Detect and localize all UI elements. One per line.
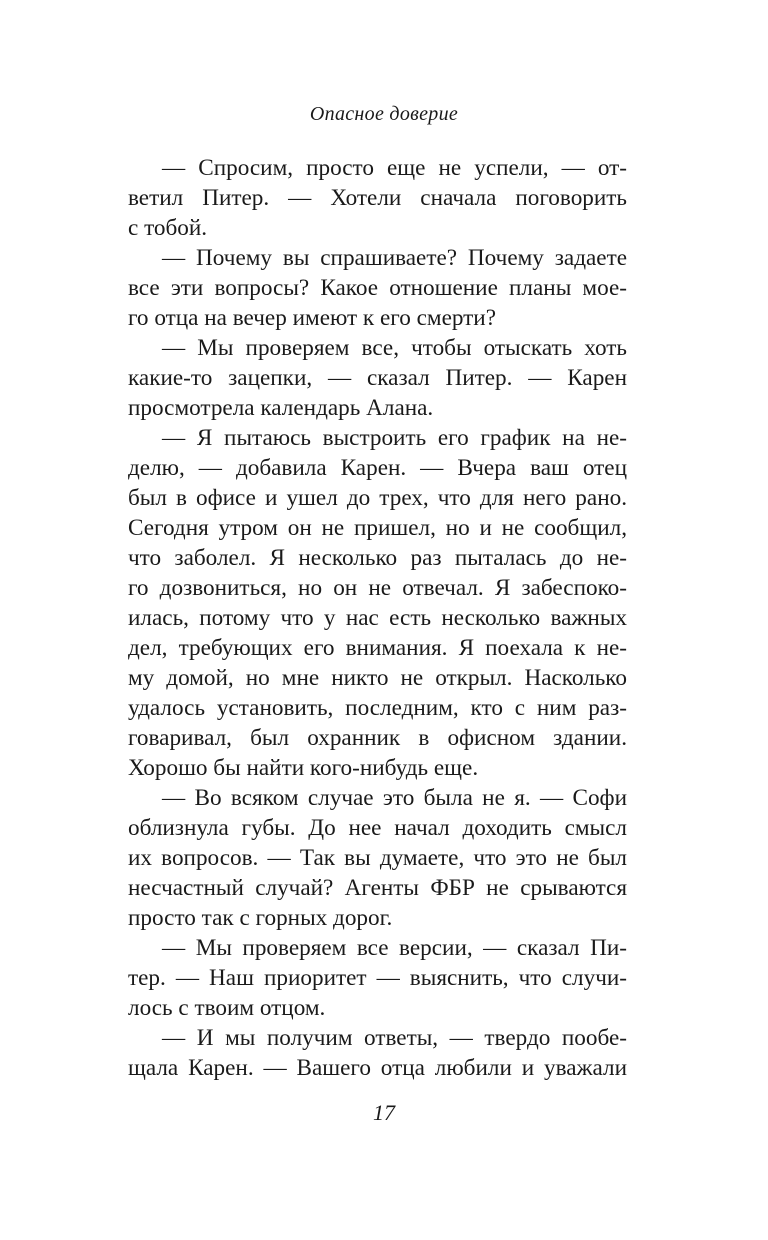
text-line: дел, требующих его внимания. Я поехала к не- bbox=[128, 635, 627, 661]
paragraph bbox=[128, 783, 627, 933]
text-line: делю, — добавила Карен. — Вчера ваш отец bbox=[128, 455, 627, 481]
text-line: лось с твоим отцом. bbox=[128, 995, 326, 1021]
text-line: Хорошо бы найти кого-нибудь еще. bbox=[128, 755, 479, 781]
text-line: — Во всяком случае это была не я. — Софи bbox=[162, 785, 627, 811]
text-line: го отца на вечер имеют к его смерти? bbox=[128, 305, 496, 331]
text-line: — Мы проверяем все версии, — сказал Пи- bbox=[162, 935, 627, 961]
text-line: какие-то зацепки, — сказал Питер. — Карен bbox=[128, 365, 627, 391]
text-line: — Мы проверяем все, чтобы отыскать хоть bbox=[162, 335, 627, 361]
text-line: был в офисе и ушел до трех, что для него рано. bbox=[128, 485, 627, 511]
body-text bbox=[128, 153, 627, 1083]
text-line: тер. — Наш приоритет — выяснить, что случи- bbox=[128, 965, 627, 991]
text-line: несчастный случай? Агенты ФБР не срываются bbox=[128, 875, 627, 901]
text-line: — Я пытаюсь выстроить его график на не- bbox=[162, 425, 627, 451]
text-line: щала Карен. — Вашего отца любили и уважали bbox=[128, 1055, 627, 1081]
running-head: Опасное доверие bbox=[309, 103, 459, 125]
text-line: — Спросим, просто еще не успели, — от- bbox=[162, 155, 627, 181]
text-line: удалось установить, последним, кто с ним раз- bbox=[128, 695, 627, 721]
text-line: илась, потому что у нас есть несколько важных bbox=[128, 605, 627, 631]
paragraph bbox=[128, 933, 627, 1023]
paragraph bbox=[128, 1023, 627, 1083]
text-line: ветил Питер. — Хотели сначала поговорить bbox=[128, 185, 627, 211]
text-line: Сегодня утром он не пришел, но и не сообщил, bbox=[128, 515, 627, 541]
text-line: говаривал, был охранник в офисном здании. bbox=[128, 725, 627, 751]
text-line: облизнула губы. До нее начал доходить смысл bbox=[128, 815, 627, 841]
text-line: все эти вопросы? Какое отношение планы мое- bbox=[128, 275, 627, 301]
paragraph bbox=[128, 333, 627, 423]
text-line: му домой, но мне никто не открыл. Насколько bbox=[128, 665, 627, 691]
text-line: с тобой. bbox=[128, 215, 208, 241]
paragraph bbox=[128, 153, 627, 243]
text-line: — Почему вы спрашиваете? Почему задаете bbox=[162, 245, 627, 271]
text-line: — И мы получим ответы, — твердо пообе- bbox=[162, 1025, 627, 1051]
paragraph bbox=[128, 243, 627, 333]
text-line: просто так с горных дорог. bbox=[128, 905, 393, 931]
text-line: го дозвониться, но он не отвечал. Я забеспоко- bbox=[128, 575, 627, 601]
text-line: просмотрела календарь Алана. bbox=[128, 395, 434, 421]
page-number: 17 bbox=[373, 1100, 395, 1125]
text-line: что заболел. Я несколько раз пыталась до не- bbox=[128, 545, 627, 571]
text-line: их вопросов. — Так вы думаете, что это не был bbox=[128, 845, 627, 871]
paragraph bbox=[128, 423, 627, 783]
